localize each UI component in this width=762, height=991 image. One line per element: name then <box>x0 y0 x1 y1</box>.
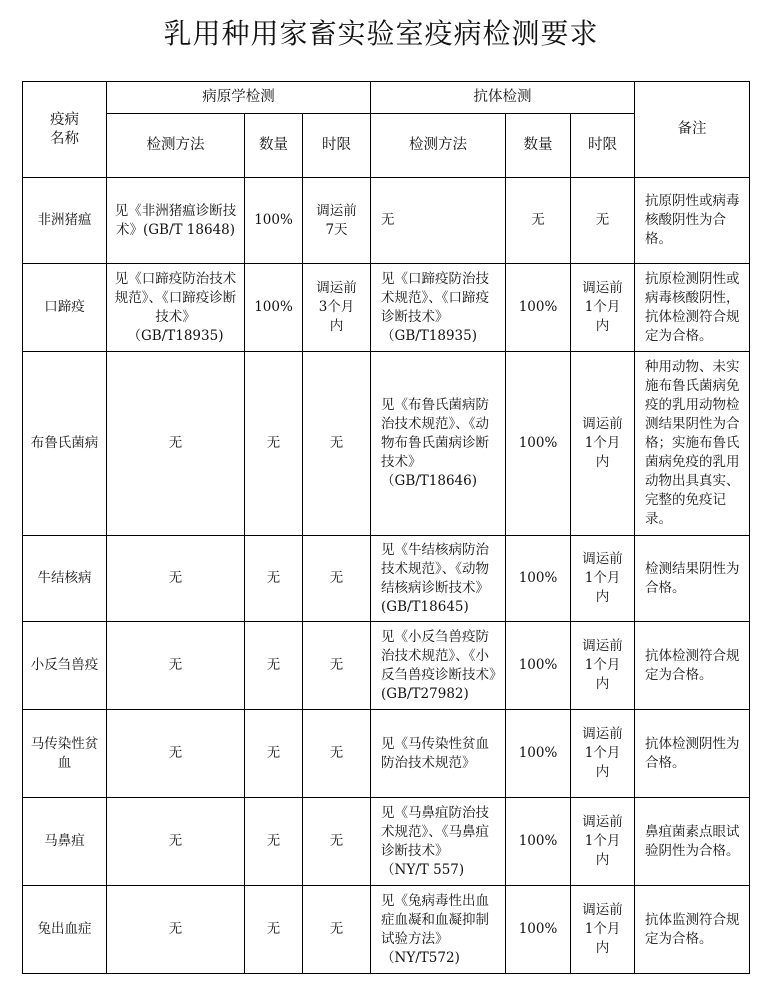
antibody-quantity-cell: 100% <box>506 264 571 352</box>
header-antibody-group: 抗体检测 <box>371 82 635 114</box>
pathogen-time-cell: 无 <box>303 622 371 710</box>
remark-cell: 种用动物、未实施布鲁氏菌病免疫的乳用动物检测结果阴性为合格；实施布鲁氏菌病免疫的乳用动物出具真实、完整的免疫记录。 <box>635 352 750 536</box>
antibody-time-cell: 无 <box>571 178 635 264</box>
antibody-time-cell: 调运前 1个月 内 <box>571 710 635 798</box>
remark-cell: 抗体检测阴性为合格。 <box>635 710 750 798</box>
antibody-time-cell: 调运前 1个月 内 <box>571 622 635 710</box>
header-pathogen-method: 检测方法 <box>107 114 245 178</box>
pathogen-quantity-cell: 无 <box>245 710 303 798</box>
antibody-method-cell: 见《马传染性贫血防治技术规范》 <box>371 710 506 798</box>
disease-name-cell: 牛结核病 <box>23 536 107 622</box>
disease-name-cell: 小反刍兽疫 <box>23 622 107 710</box>
table-row <box>23 352 750 536</box>
pathogen-time-cell: 无 <box>303 798 371 886</box>
antibody-quantity-cell: 无 <box>506 178 571 264</box>
document-title: 乳用种用家畜实验室疫病检测要求 <box>163 17 599 50</box>
table-row <box>23 710 750 798</box>
antibody-method-cell: 见《布鲁氏菌病防治技术规范》、《动物布鲁氏菌病诊断技术》 （GB/T18646) <box>371 352 506 536</box>
pathogen-time-cell: 无 <box>303 352 371 536</box>
remark-cell: 抗体监测符合规定为合格。 <box>635 886 750 974</box>
remark-cell: 鼻疽菌素点眼试验阴性为合格。 <box>635 798 750 886</box>
pathogen-quantity-cell: 无 <box>245 886 303 974</box>
pathogen-quantity-cell: 100% <box>245 178 303 264</box>
antibody-quantity-cell: 100% <box>506 622 571 710</box>
header-antibody-quantity: 数量 <box>506 114 571 178</box>
antibody-time-cell: 调运前 1个月 内 <box>571 264 635 352</box>
header-pathogen-group: 病原学检测 <box>107 82 371 114</box>
disease-name-cell: 布鲁氏菌病 <box>23 352 107 536</box>
pathogen-time-cell: 无 <box>303 536 371 622</box>
antibody-method-cell: 见《口蹄疫防治技术规范》、《口蹄疫诊断技术》 （GB/T18935) <box>371 264 506 352</box>
antibody-quantity-cell: 100% <box>506 352 571 536</box>
pathogen-time-cell: 无 <box>303 886 371 974</box>
antibody-method-cell: 见《小反刍兽疫防治技术规范》、《小反刍兽疫诊断技术》(GB/T27982) <box>371 622 506 710</box>
disease-name-cell: 非洲猪瘟 <box>23 178 107 264</box>
header-remarks: 备注 <box>635 82 750 178</box>
pathogen-method-cell: 无 <box>107 622 245 710</box>
disease-testing-table <box>22 81 750 974</box>
remark-cell: 抗原检测阴性或病毒核酸阴性，抗体检测符合规定为合格。 <box>635 264 750 352</box>
antibody-time-cell: 调运前 1个月 内 <box>571 886 635 974</box>
antibody-method-cell: 见《兔病毒性出血症血凝和血凝抑制试验方法》 （NY/T572) <box>371 886 506 974</box>
header-antibody-method: 检测方法 <box>371 114 506 178</box>
header-antibody-time: 时限 <box>571 114 635 178</box>
table-row <box>23 264 750 352</box>
antibody-quantity-cell: 100% <box>506 886 571 974</box>
pathogen-time-cell: 调运前 3个月 内 <box>303 264 371 352</box>
disease-name-cell: 马鼻疽 <box>23 798 107 886</box>
antibody-quantity-cell: 100% <box>506 710 571 798</box>
table-row <box>23 886 750 974</box>
header-pathogen-time: 时限 <box>303 114 371 178</box>
pathogen-quantity-cell: 无 <box>245 622 303 710</box>
antibody-time-cell: 调运前 1个月 内 <box>571 798 635 886</box>
disease-name-cell: 口蹄疫 <box>23 264 107 352</box>
pathogen-method-cell: 无 <box>107 536 245 622</box>
pathogen-method-cell: 无 <box>107 352 245 536</box>
pathogen-quantity-cell: 无 <box>245 798 303 886</box>
pathogen-quantity-cell: 100% <box>245 264 303 352</box>
antibody-method-cell: 无 <box>371 178 506 264</box>
pathogen-method-cell: 无 <box>107 710 245 798</box>
pathogen-time-cell: 无 <box>303 710 371 798</box>
pathogen-quantity-cell: 无 <box>245 536 303 622</box>
table-row <box>23 798 750 886</box>
table-row <box>23 178 750 264</box>
table-row <box>23 536 750 622</box>
antibody-quantity-cell: 100% <box>506 798 571 886</box>
antibody-time-cell: 调运前 1个月 内 <box>571 536 635 622</box>
header-disease-name: 疫病 名称 <box>23 82 107 178</box>
disease-name-cell: 兔出血症 <box>23 886 107 974</box>
remark-cell: 抗体检测符合规定为合格。 <box>635 622 750 710</box>
remark-cell: 抗原阴性或病毒核酸阴性为合格。 <box>635 178 750 264</box>
antibody-method-cell: 见《牛结核病防治技术规范》、《动物结核病诊断技术》(GB/T18645) <box>371 536 506 622</box>
antibody-time-cell: 调运前 1个月 内 <box>571 352 635 536</box>
pathogen-method-cell: 无 <box>107 798 245 886</box>
antibody-method-cell: 见《马鼻疽防治技术规范》、《马鼻疽诊断技术》 （NY/T 557) <box>371 798 506 886</box>
disease-name-cell: 马传染性贫血 <box>23 710 107 798</box>
pathogen-method-cell: 见《非洲猪瘟诊断技术》(GB/T 18648) <box>107 178 245 264</box>
pathogen-time-cell: 调运前 7天 <box>303 178 371 264</box>
pathogen-quantity-cell: 无 <box>245 352 303 536</box>
pathogen-method-cell: 见《口蹄疫防治技术规范》、《口蹄疫诊断技术》 （GB/T18935) <box>107 264 245 352</box>
remark-cell: 检测结果阴性为合格。 <box>635 536 750 622</box>
antibody-quantity-cell: 100% <box>506 536 571 622</box>
header-pathogen-quantity: 数量 <box>245 114 303 178</box>
pathogen-method-cell: 无 <box>107 886 245 974</box>
table-row <box>23 622 750 710</box>
table-body <box>23 178 750 974</box>
